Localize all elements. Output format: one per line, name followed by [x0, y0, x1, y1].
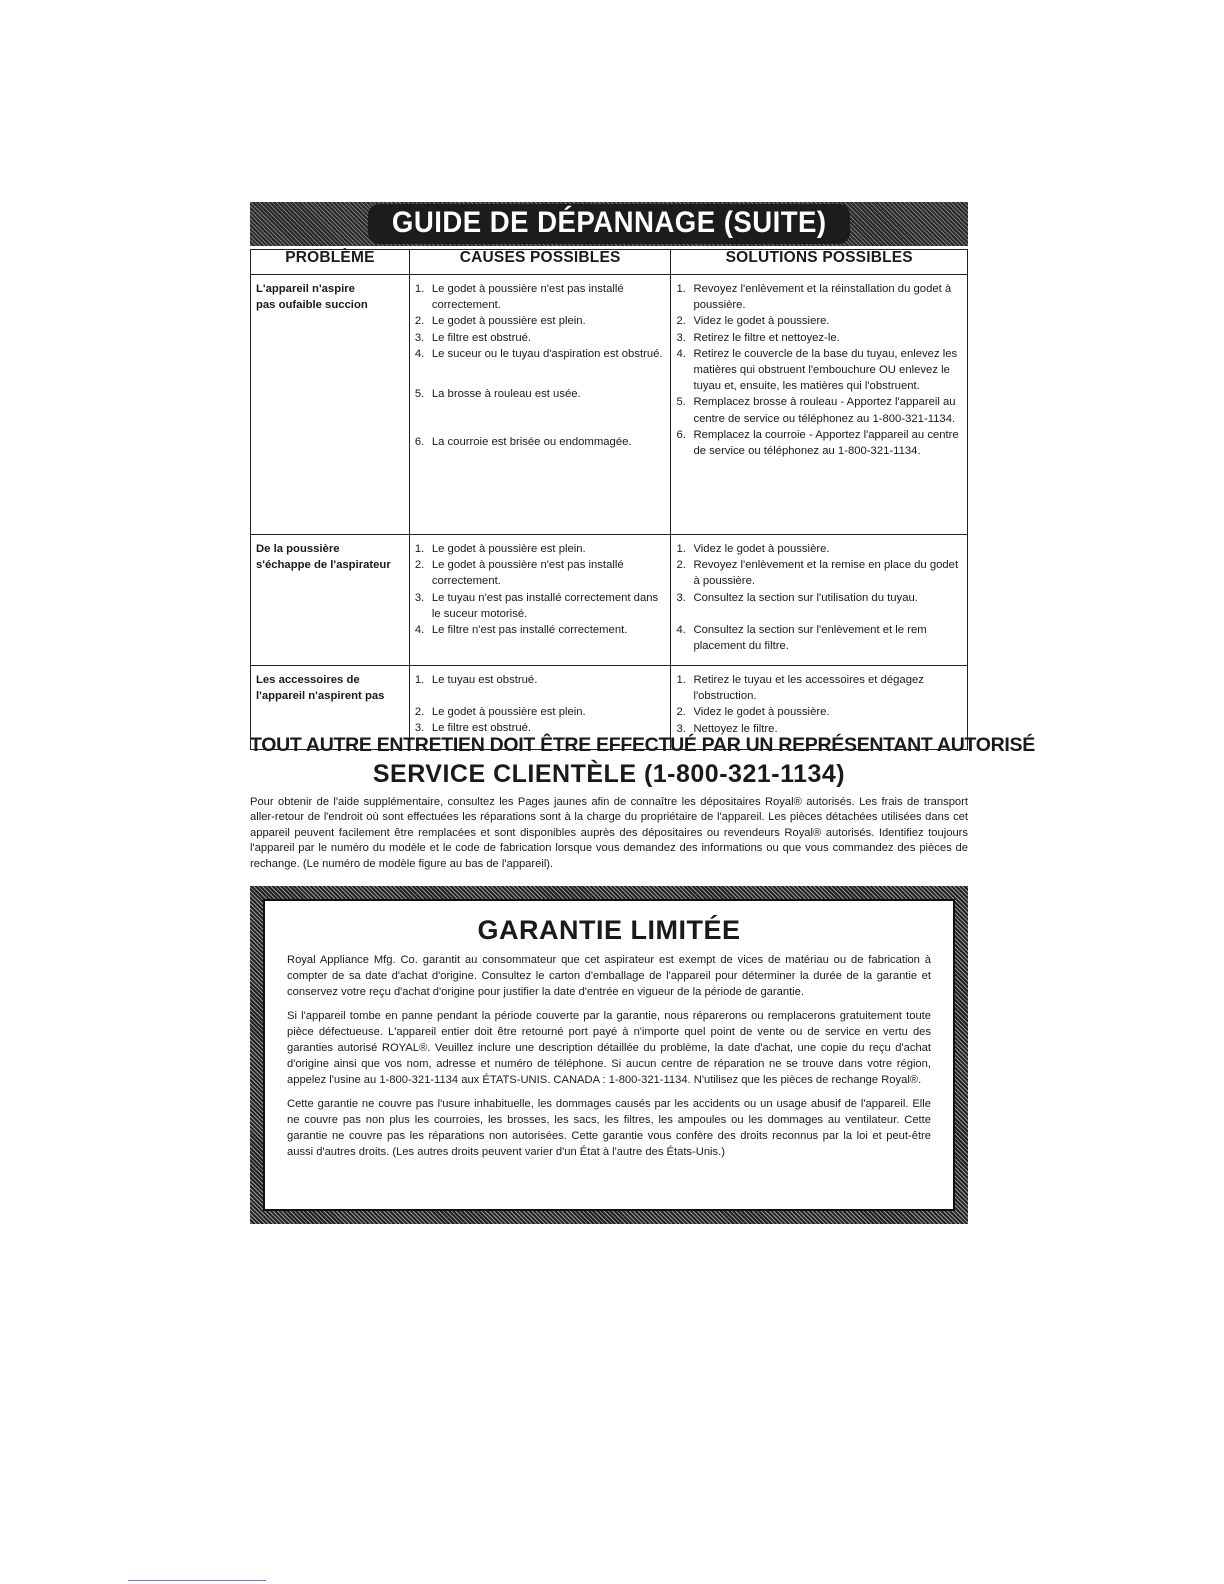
column-header-solutions: SOLUTIONS POSSIBLES	[671, 250, 968, 275]
problem-cell	[251, 275, 410, 535]
warranty-paragraph: Royal Appliance Mfg. Co. garantit au consommateur que cet aspirateur est exempt de vices de matériau ou de fabrication à compter de sa date d'achat d'origine. Consultez le carton d'emballage de l'appareil pour déterminer la durée de la garantie et conservez votre reçu d'achat d'origine pour justifier la date d'entrée en vigueur de la période de garantie.	[287, 954, 931, 999]
problem-line: l'appareil n'aspirent pas	[256, 690, 385, 703]
list-item: 3. Le tuyau n'est pas installé correctement dans le suceur motorisé.	[414, 591, 659, 620]
list-item: 3. Consultez la section sur l'utilisation du tuyau.	[676, 591, 918, 604]
warranty-content	[263, 899, 955, 1211]
list-item: 5. La brosse à rouleau est usée.	[414, 388, 581, 401]
list-item: 6. Remplacez la courroie - Apportez l'appareil au centre de service ou téléphonez au 1-800-321-1134.	[676, 428, 959, 458]
list-item: 1. Le godet à poussière n'est pas installé correctement.	[414, 283, 624, 312]
list-item: 3. Le filtre est obstrué.	[414, 331, 532, 344]
column-header-problem: PROBLÈME	[251, 250, 410, 275]
footnote-rule	[128, 1580, 266, 1581]
list-item: 1. Videz le godet à poussière.	[676, 543, 830, 555]
problem-line: De la poussière	[256, 543, 340, 555]
customer-service-paragraph: Pour obtenir de l'aide supplémentaire, consultez les Pages jaunes afin de connaître les dépositaires Royal® autorisés. Les frais de transport aller-retour de l'endroit où sont effectuées les réparations sont à la charge du propriétaire de l'appareil. Les pièces détachées utilisées dans cet appareil peuvent facilement être remplacées et sont disponibles auprès des dépositaires ou revendeurs Royal® autorisés. Identifiez toujours l'appareil par le numéro du modèle et le code de fabrication lorsque vous demandez des informations ou que vous commandez des pièces de rechange. (Le numéro de modèle figure au bas de l'appareil).	[250, 796, 968, 870]
problem-line: pas oufaible succion	[256, 299, 368, 312]
table-row	[251, 275, 968, 535]
list-item: 2. Le godet à poussière n'est pas installé correctement.	[414, 559, 624, 588]
problem-cell	[251, 535, 410, 666]
list-item: 2. Le godet à poussière est plein.	[414, 315, 586, 328]
troubleshooting-banner	[250, 202, 968, 246]
list-item: 4. Consultez la section sur l'enlèvement et le rem placement du filtre.	[676, 623, 927, 653]
table-header-row	[251, 250, 968, 275]
table-row	[251, 535, 968, 666]
warranty-paragraph: Cette garantie ne couvre pas l'usure inhabituelle, les dommages causés par les accidents ou un usage abusif de l'appareil. Elle ne couvre pas non plus les courroies, les brosses, les sacs, les filtres, les ampoules ou les dommages au ventilateur. Cette garantie ne couvre pas les réparations non autorisées. Cette garantie vous confère des droits reconnus par la loi et peut-être aussi d'autres droits. (Les autres droits peuvent varier d'un État à l'autre des États-Unis.)	[287, 1097, 931, 1159]
column-header-causes: CAUSES POSSIBLES	[409, 250, 671, 275]
list-item: 1. Le tuyau est obstrué.	[414, 674, 538, 686]
problem-line: L'appareil n'aspire	[256, 283, 355, 295]
warranty-title: GARANTIE LIMITÉE	[477, 915, 741, 945]
causes-cell	[409, 275, 671, 535]
list-item: 3. Retirez le filtre et nettoyez-le.	[676, 331, 840, 344]
solutions-cell	[671, 275, 968, 535]
problem-line: s'échappe de l'aspirateur	[256, 559, 391, 572]
warranty-box	[250, 886, 968, 1224]
list-item: 1. Le godet à poussière est plein.	[414, 543, 586, 555]
troubleshooting-title: GUIDE DE DÉPANNAGE (SUITE)	[368, 204, 851, 244]
list-item: 4. Le suceur ou le tuyau d'aspiration est obstrué.	[414, 347, 663, 360]
solutions-cell	[671, 535, 968, 666]
causes-cell	[409, 535, 671, 666]
list-item: 4. Le filtre n'est pas installé correctement.	[414, 624, 628, 637]
list-item: 1. Retirez le tuyau et les accessoires et dégagez l'obstruction.	[676, 674, 924, 703]
list-item: 2. Le godet à poussière est plein.	[414, 706, 586, 719]
customer-service-heading: SERVICE CLIENTÈLE (1-800-321-1134)	[372, 760, 846, 788]
list-item: 6. La courroie est brisée ou endommagée.	[414, 436, 632, 449]
list-item: 4. Retirez le couvercle de la base du tuyau, enlevez les matières qui obstruent l'embouchure OU enlevez le tuyau et, ensuite, les matières qui l'obstruent.	[676, 347, 958, 393]
list-item: 2. Videz le godet à poussière.	[676, 706, 830, 719]
list-item: 3. Nettoyez le filtre.	[676, 722, 778, 735]
list-item: 2. Revoyez l'enlèvement et la remise en place du godet à poussière.	[676, 559, 959, 588]
troubleshooting-table	[250, 249, 968, 750]
problem-line: Les accessoires de	[256, 674, 360, 686]
authorized-service-notice: TOUT AUTRE ENTRETIEN DOIT ÊTRE EFFECTUÉ PAR UN REPRÉSENTANT AUTORISÉ	[250, 734, 1035, 756]
list-item: 5. Remplacez brosse à rouleau - Apportez l'appareil au centre de service ou téléphonez au 1-800-321-1134.	[676, 396, 956, 425]
list-item: 3. Le filtre est obstrué.	[414, 722, 532, 735]
warranty-paragraph: Si l'appareil tombe en panne pendant la période couverte par la garantie, nous réparerons ou remplacerons gratuitement toute pièce défectueuse. L'appareil entier doit être retourné port payé à n'importe quel point de vente ou de service en vertu des garanties autorisé ROYAL®. Veuillez inclure une description détaillée du problème, la date d'achat, une copie du reçu d'achat d'origine ainsi que vos nom, adresse et numéro de téléphone. Si aucun centre de réparation ne se trouve dans votre région, appelez l'usine au 1-800-321-1134 aux ÉTATS-UNIS. CANADA : 1-800-321-1134. N'utilisez que les pièces de rechange Royal®.	[287, 1009, 931, 1087]
list-item: 1. Revoyez l'enlèvement et la réinstallation du godet à poussière.	[676, 283, 952, 312]
list-item: 2. Videz le godet à poussiere.	[676, 315, 830, 328]
